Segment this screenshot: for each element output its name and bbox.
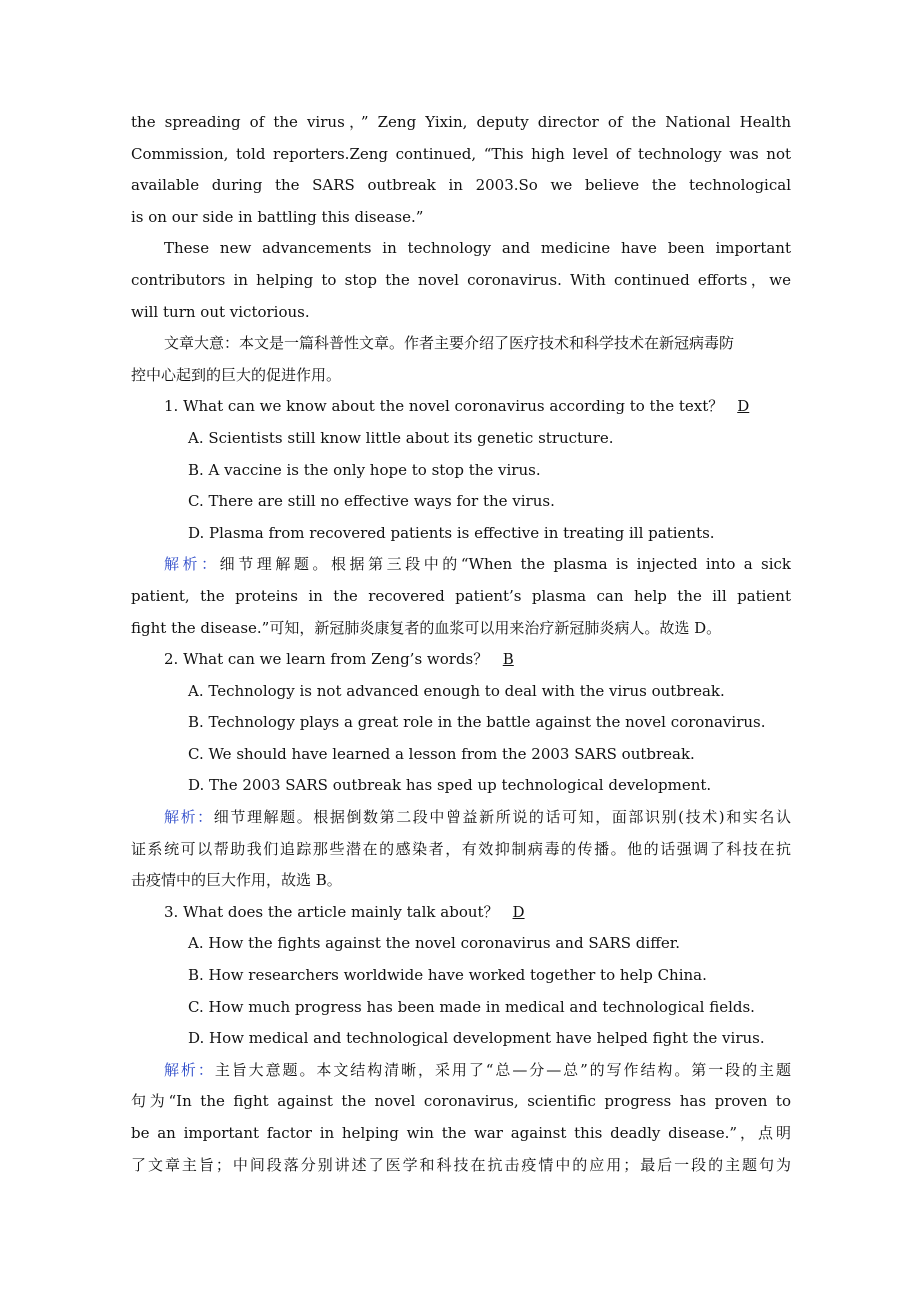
option-c: C. We should have learned a lesson from the 2003 SARS outbreak. <box>188 744 695 763</box>
summary-line: 文章大意：本文是一篇科普性文章。作者主要介绍了医疗技术和科学技术在新冠病毒防 <box>164 334 735 353</box>
option-a: A. Scientists still know little about its genetic structure. <box>188 428 614 447</box>
analysis-label: 解析： <box>164 555 220 574</box>
analysis-line: 了文章主旨；中间段落分别讲述了医学和科技在抗击疫情中的应用；最后一段的主题句为 <box>131 1155 791 1174</box>
text-line: will turn out victorious. <box>131 302 310 321</box>
text-line: the spreading of the virus，” Zeng Yixin, deputy director of the National Health <box>131 113 791 131</box>
text-line: available during the SARS outbreak in 2003.So we believe the technological <box>131 176 791 195</box>
answer-blank: B <box>502 650 514 669</box>
question-1 <box>131 391 791 644</box>
option-b: B. A vaccine is the only hope to stop the virus. <box>188 460 541 479</box>
analysis-line: 证系统可以帮助我们追踪那些潜在的感染者，有效抑制病毒的传播。他的话强调了科技在抗 <box>131 839 791 858</box>
passage-paragraph-2 <box>131 233 791 328</box>
text-line: These new advancements in technology and medicine have been important <box>164 239 791 258</box>
option-c: C. How much progress has been made in medical and technological fields. <box>188 997 755 1016</box>
analysis-text: 主旨大意题。本文结构清晰，采用了“总—分—总”的写作结构。第一段的主题 <box>214 1060 791 1079</box>
text-line: Commission, told reporters.Zeng continued, “This high level of technology was not <box>131 144 791 163</box>
option-b: B. Technology plays a great role in the battle against the novel coronavirus. <box>188 713 766 732</box>
option-d: D. How medical and technological development have helped fight the virus. <box>188 1029 765 1048</box>
analysis-label: 解析： <box>164 1060 215 1079</box>
option-c: C. There are still no effective ways for the virus. <box>188 492 555 511</box>
analysis-line: 击疫情中的巨大作用，故选 B。 <box>131 871 342 890</box>
question-stem <box>131 644 791 676</box>
analysis-line: be an important factor in helping win the war against this deadly disease.”，点明 <box>131 1124 791 1142</box>
question-stem <box>131 391 791 423</box>
option-a: A. Technology is not advanced enough to deal with the virus outbreak. <box>188 681 725 700</box>
document-page <box>131 107 791 1181</box>
question-stem-text: 2. What can we learn from Zeng’s words？ <box>164 650 489 669</box>
question-stem-text: 1. What can we know about the novel coronavirus according to the text？ <box>164 397 724 416</box>
summary-line: 控中心起到的巨大的促进作用。 <box>131 365 342 384</box>
analysis-line: 句为“In the fight against the novel coronavirus, scientific progress has proven to <box>131 1092 791 1111</box>
analysis-label: 解析： <box>164 808 214 827</box>
analysis-line <box>131 1055 791 1087</box>
question-stem-text: 3. What does the article mainly talk about？ <box>164 902 499 921</box>
question-3 <box>131 897 791 1181</box>
text-line: is on our side in battling this disease.” <box>131 207 424 226</box>
analysis-text: 细节理解题。根据第三段中的“When the plasma is injected into a sick <box>219 555 791 574</box>
text-line: contributors in helping to stop the novel coronavirus. With continued efforts，we <box>131 270 791 289</box>
option-a: A. How the fights against the novel coronavirus and SARS differ. <box>188 934 681 953</box>
analysis-text: 细节理解题。根据倒数第二段中曾益新所说的话可知，面部识别(技术)和实名认 <box>213 808 791 827</box>
answer-blank: D <box>737 397 750 416</box>
option-d: D. The 2003 SARS outbreak has sped up technological development. <box>188 776 712 795</box>
analysis-line: patient, the proteins in the recovered patient’s plasma can help the ill patient <box>131 586 791 605</box>
question-2 <box>131 644 791 897</box>
option-b: B. How researchers worldwide have worked together to help China. <box>188 966 707 985</box>
analysis-line: fight the disease.”可知，新冠肺炎康复者的血浆可以用来治疗新冠肺炎病人。故选 D。 <box>131 618 722 637</box>
passage-paragraph-1 <box>131 107 791 233</box>
analysis-line <box>131 549 791 581</box>
answer-blank: D <box>512 902 525 921</box>
analysis-line <box>131 802 791 834</box>
option-d: D. Plasma from recovered patients is effective in treating ill patients. <box>188 523 715 542</box>
summary-paragraph <box>131 328 791 391</box>
question-stem <box>131 897 791 929</box>
